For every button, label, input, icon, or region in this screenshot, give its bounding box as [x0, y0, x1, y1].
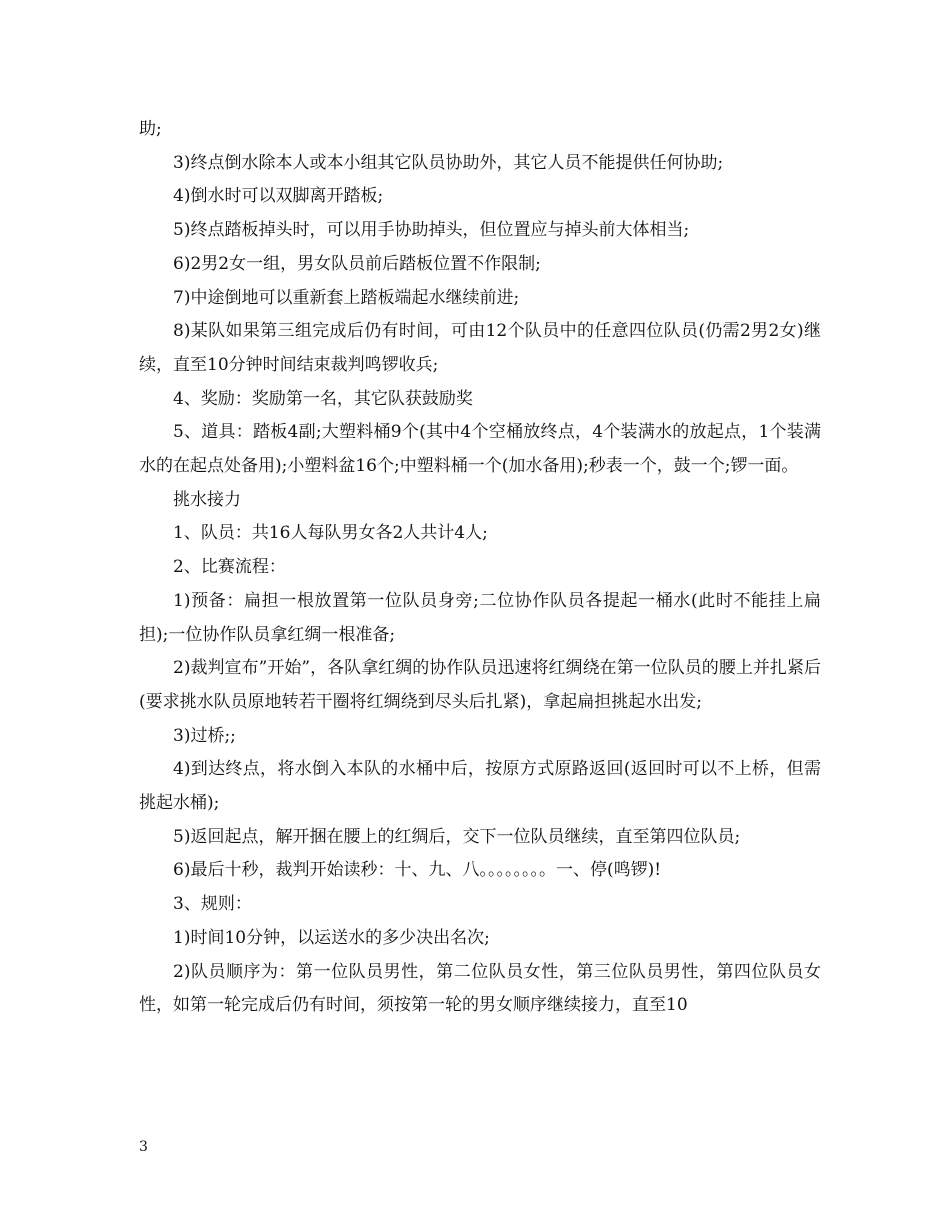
- paragraph: 7)中途倒地可以重新套上踏板端起水继续前进;: [173, 287, 520, 308]
- paragraph: 3)过桥;;: [173, 725, 236, 746]
- paragraph: 5)终点踏板掉头时，可以用手协助掉头，但位置应与掉头前大体相当;: [173, 220, 690, 241]
- paragraph: 2)裁判宣布”开始”，各队拿红绸的协作队员迅速将红绸绕在第一位队员的腰上并扎紧后(要求挑水队员原地转若干圈将红绸绕到尽头后扎紧)，拿起扁担挑起水出发;: [139, 658, 821, 712]
- page-number: 3: [139, 1139, 148, 1155]
- paragraph: 1)预备：扁担一根放置第一位队员身旁;二位协作队员各提起一桶水(此时不能挂上扁担);一位协作队员拿红绸一根准备;: [139, 590, 821, 645]
- paragraph: 5、道具：踏板4副;大塑料桶9个(其中4个空桶放终点，4个装满水的放起点，1个装满水的在起点处备用);小塑料盆16个;中塑料桶一个(加水备用);秒表一个，鼓一个;锣一面。: [139, 422, 821, 477]
- paragraph: 3)终点倒水除本人或本小组其它队员协助外，其它人员不能提供任何协助;: [173, 152, 724, 173]
- paragraph: 6)2男2女一组，男女队员前后踏板位置不作限制;: [173, 253, 541, 274]
- paragraph: 1、队员：共16人每队男女各2人共计4人;: [173, 523, 488, 544]
- section-heading: 挑水接力: [173, 489, 241, 510]
- paragraph: 助;: [139, 119, 162, 139]
- paragraph: 3、规则：: [173, 894, 252, 915]
- document-body: [139, 113, 821, 1023]
- paragraph: 6)最后十秒，裁判开始读秒：十、九、八。。。。。。。。一、停(鸣锣)!: [173, 860, 662, 881]
- paragraph: 4、奖励：奖励第一名，其它队获鼓励奖: [173, 388, 473, 409]
- paragraph: 8)某队如果第三组完成后仍有时间，可由12个队员中的任意四位队员(仍需2男2女)继续，直至10分钟时间结束裁判鸣锣收兵;: [139, 321, 821, 375]
- paragraph: 4)到达终点，将水倒入本队的水桶中后，按原方式原路返回(返回时可以不上桥，但需挑起水桶);: [139, 759, 821, 814]
- paragraph: 2、比赛流程：: [173, 557, 286, 578]
- paragraph: 4)倒水时可以双脚离开踏板;: [173, 186, 384, 207]
- paragraph: 5)返回起点，解开捆在腰上的红绸后，交下一位队员继续，直至第四位队员;: [173, 826, 741, 847]
- paragraph: 2)队员顺序为：第一位队员男性，第二位队员女性，第三位队员男性，第四位队员女性，如第一轮完成后仍有时间，须按第一轮的男女顺序继续接力，直至10: [139, 961, 821, 1016]
- paragraph: 1)时间10分钟，以运送水的多少决出名次;: [173, 927, 490, 948]
